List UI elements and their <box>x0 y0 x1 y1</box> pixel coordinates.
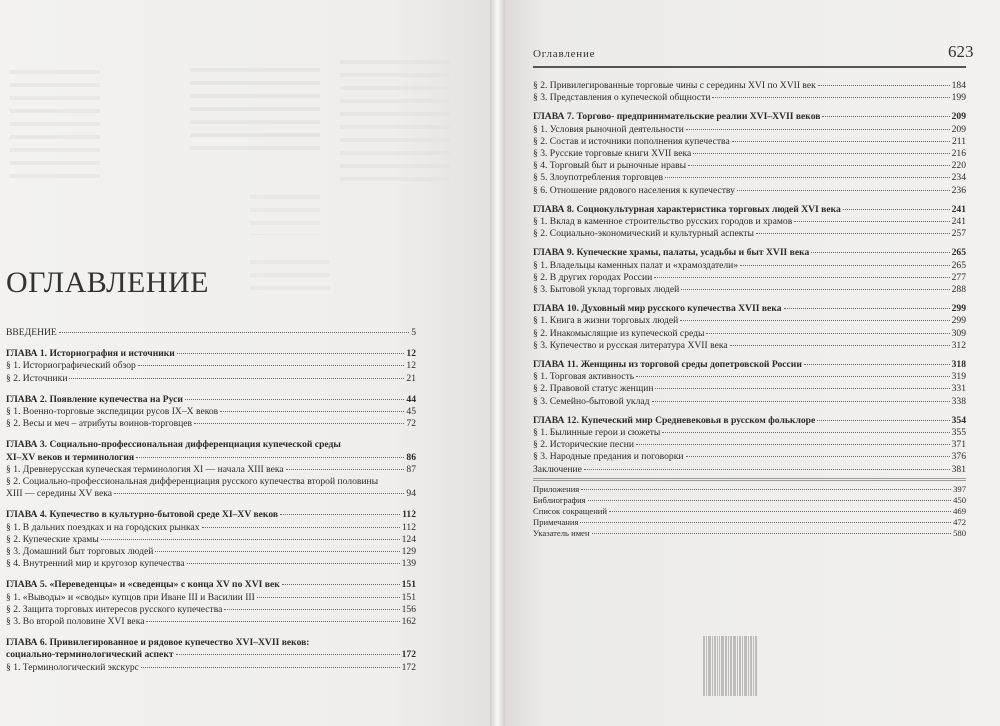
toc-spacer <box>6 628 416 637</box>
toc-entry <box>533 172 966 184</box>
toc-entry <box>533 439 966 451</box>
toc-entry-title: § 1. Владельцы каменных палат и «храмоздатели» <box>533 259 739 271</box>
toc-entry-title: § 3. Русские торговые книги XVII века <box>533 148 692 160</box>
toc-leader-dots <box>662 432 949 433</box>
barcode-show-through <box>703 636 767 696</box>
toc-spacer <box>6 500 416 509</box>
toc-entry-page: 354 <box>951 414 966 426</box>
toc-entry-page: 469 <box>953 505 966 516</box>
toc-entry <box>533 80 966 92</box>
toc-entry <box>6 373 416 385</box>
toc-entry-page: 376 <box>951 451 966 463</box>
toc-chapter-line: ГЛАВА 3. Социально-профессиональная дифференциация купеческой среды <box>6 439 341 451</box>
toc-leader-dots <box>286 469 405 470</box>
header-rule <box>533 66 966 68</box>
toc-entry-title: XI–XV веков и терминология <box>6 451 135 463</box>
toc-entry-title: § 2. Защита торговых интересов русского купечества <box>6 603 223 615</box>
toc-entry-page: 309 <box>951 327 966 339</box>
toc-entry-page: 299 <box>951 315 966 327</box>
toc-entry-title: § 1. Терминологический экскурс <box>6 661 139 673</box>
toc-entry-page: 241 <box>951 216 966 228</box>
toc-spacer <box>6 339 416 348</box>
toc-chapter <box>533 204 966 216</box>
toc-entry-title: § 3. Бытовой уклад торговых людей <box>533 284 680 296</box>
toc-entry-title: ГЛАВА 2. Появление купечества на Руси <box>6 393 183 405</box>
toc-entry-title: § 1. «Выводы» и «своды» купцов при Иване III и Василии III <box>6 591 255 603</box>
toc-entry-page: 312 <box>951 339 966 351</box>
toc-entry-title: § 1. Древнерусская купеческая терминология XI — начала XIII века <box>6 463 284 475</box>
toc-entry <box>6 327 416 339</box>
toc-spacer <box>533 240 966 247</box>
toc-chapter <box>6 348 416 360</box>
toc-leader-dots <box>706 333 949 334</box>
toc-chapter <box>6 394 416 406</box>
toc-entry-title: ГЛАВА 1. Историография и источники <box>6 348 175 360</box>
toc-entry-title: § 2. В других городах России <box>533 271 653 283</box>
toc-entry <box>533 228 966 240</box>
toc-leader-dots <box>282 584 400 585</box>
toc-entry-page: 236 <box>951 184 966 196</box>
toc-entry-title: § 1. В дальних поездках и на городских рынках <box>6 521 200 533</box>
toc-leader-dots <box>141 667 400 668</box>
toc-entry <box>6 488 416 500</box>
toc-appendix <box>533 484 966 539</box>
toc-leader-dots <box>257 597 400 598</box>
toc-entry <box>6 592 416 604</box>
toc-entry-page: 338 <box>951 395 966 407</box>
toc-entry-line: § 2. Социально-профессиональная дифференциация русского купечества второй половины <box>6 476 379 488</box>
toc-leader-dots <box>588 500 951 501</box>
toc-entry-title: § 1. Вклад в каменное строительство русских городов и храмов <box>533 216 793 228</box>
toc-entry-page: 355 <box>951 427 966 439</box>
toc-entry-page: 162 <box>401 616 416 628</box>
toc-spacer <box>533 352 966 359</box>
toc-entry-title: Примечания <box>533 516 579 527</box>
toc-leader-dots <box>592 533 952 534</box>
toc-entry-title: § 1. Торговая активность <box>533 371 635 383</box>
toc-entry-page: 319 <box>951 371 966 383</box>
toc-entry-title: ВВЕДЕНИЕ <box>6 327 57 338</box>
toc-leader-dots <box>652 401 950 402</box>
toc-leader-dots <box>794 221 949 222</box>
toc-entry-title: ГЛАВА 5. «Переведенцы» и «сведенцы» с конца XV по XVI век <box>6 579 280 591</box>
toc-spacer <box>533 408 966 415</box>
toc-entry-page: 156 <box>401 603 416 615</box>
toc-entry <box>533 315 966 327</box>
toc-leader-dots <box>202 527 400 528</box>
toc-entry <box>533 340 966 352</box>
toc-chapter <box>6 452 416 464</box>
toc-entry <box>533 383 966 395</box>
toc-entry-title: § 1. Условия рыночной деятельности <box>533 123 684 135</box>
toc-entry <box>6 534 416 546</box>
toc-entry <box>6 360 416 372</box>
toc-entry <box>533 528 966 539</box>
toc-leader-dots <box>686 456 950 457</box>
toc-entry <box>533 328 966 340</box>
toc-entry-page: 209 <box>951 123 966 135</box>
toc-entry-page: 184 <box>951 80 966 91</box>
toc-leader-dots <box>818 85 950 86</box>
toc-leader-dots <box>636 376 949 377</box>
toc-entry-title: § 2. Весы и меч – атрибуты воинов-торговцев <box>6 418 193 430</box>
toc-entry <box>533 160 966 172</box>
toc-entry-page: 112 <box>401 521 416 533</box>
toc-entry-page: 265 <box>951 247 966 259</box>
toc-leader-dots <box>581 489 951 490</box>
toc-title: ОГЛАВЛЕНИЕ <box>6 266 209 299</box>
toc-entry-title: ГЛАВА 8. Социокультурная характеристика торговых людей XVI века <box>533 203 841 215</box>
toc-leader-dots <box>665 177 950 178</box>
toc-leader-dots <box>737 190 950 191</box>
show-through-block <box>190 68 320 158</box>
toc-entry-page: 151 <box>401 591 416 603</box>
toc-entry-page: 241 <box>951 203 966 215</box>
toc-entry-title: § 2. Инакомыслящие из купеческой среды <box>533 327 705 339</box>
toc-entry-title: § 4. Торговый быт и рыночные нравы <box>533 160 687 172</box>
toc-entry-title: § 1. Былинные герои и сюжеты <box>533 427 661 439</box>
toc-leader-dots <box>59 332 409 333</box>
toc-leader-dots <box>740 265 949 266</box>
toc-entry <box>533 185 966 197</box>
toc-entry <box>533 272 966 284</box>
toc-entry-page: 172 <box>401 661 416 673</box>
toc-leader-dots <box>686 129 950 130</box>
toc-entry <box>533 260 966 272</box>
toc-entry-page: 12 <box>406 348 416 360</box>
toc-entry-title: § 2. Социально-экономический и культурный аспекты <box>533 228 754 240</box>
toc-entry-title: § 2. Купеческие храмы <box>6 533 99 545</box>
toc-entry-page: 44 <box>406 393 416 405</box>
toc-entry-page: 288 <box>951 284 966 296</box>
toc-leader-dots <box>138 365 405 366</box>
toc-entry-title: § 1. Историографический обзор <box>6 360 136 372</box>
toc-entry-page: 112 <box>402 509 416 521</box>
toc-entry <box>533 136 966 148</box>
toc-entry <box>533 484 966 495</box>
toc-leader-dots <box>712 97 949 98</box>
toc-entry-page: 371 <box>951 439 966 451</box>
double-rule <box>533 478 966 481</box>
toc-leader-dots <box>817 420 949 421</box>
toc-entry-title: § 3. Народные предания и поговорки <box>533 451 684 463</box>
toc-entry-page: 86 <box>406 451 416 463</box>
toc-entry-title: § 3. Купечество и русская литература XVII века <box>533 339 728 351</box>
toc-leader-dots <box>609 511 951 512</box>
toc-entry <box>6 464 416 476</box>
toc-chapter <box>533 247 966 259</box>
toc-entry-title: § 2. Источники <box>6 372 68 384</box>
toc-spacer <box>6 570 416 579</box>
toc-entry-page: 199 <box>951 92 966 104</box>
toc-leader-dots <box>580 522 951 523</box>
toc-leader-dots <box>185 399 405 400</box>
toc-entry <box>6 558 416 570</box>
toc-entry-title: Приложения <box>533 483 580 494</box>
toc-entry-page: 216 <box>951 148 966 160</box>
toc-entry-title: § 4. Внутренний мир и кругозор купечества <box>6 558 185 570</box>
toc-entry-page: 331 <box>951 383 966 395</box>
right-page <box>505 0 1000 726</box>
show-through-block <box>10 70 100 180</box>
toc-entry-page: 151 <box>401 579 416 591</box>
toc-entry-title: § 2. Исторические песни <box>533 439 634 451</box>
toc-left <box>6 327 416 674</box>
toc-entry-title: § 2. Привилегированные торговые чины с середины XVI по XVII век <box>533 80 816 91</box>
toc-entry-title: § 3. Представления о купеческой общности <box>533 92 711 104</box>
toc-entry <box>533 92 966 104</box>
toc-entry-title: § 1. Книга в жизни торговых людей <box>533 315 679 327</box>
toc-spacer <box>533 296 966 303</box>
toc-spacer <box>6 385 416 394</box>
toc-entry-page: 318 <box>951 359 966 371</box>
toc-leader-dots <box>654 277 949 278</box>
toc-entry <box>533 464 966 476</box>
toc-chapter <box>533 359 966 371</box>
show-through-block <box>250 260 330 290</box>
toc-entry-page: 450 <box>953 494 966 505</box>
toc-entry <box>6 546 416 558</box>
toc-entry-page: 124 <box>401 533 416 545</box>
toc-entry <box>6 662 416 674</box>
left-page <box>0 0 490 726</box>
toc-entry <box>533 124 966 136</box>
toc-entry-title: § 2. Правовой статус женщин <box>533 383 654 395</box>
toc-leader-dots <box>584 469 950 470</box>
toc-entry <box>533 495 966 506</box>
toc-chapter <box>6 649 416 661</box>
toc-chapter <box>6 579 416 591</box>
toc-leader-dots <box>69 378 404 379</box>
toc-entry <box>533 517 966 528</box>
toc-leader-dots <box>187 563 400 564</box>
toc-entry <box>6 522 416 534</box>
toc-entry-page: 172 <box>401 649 416 661</box>
toc-entry <box>6 604 416 616</box>
toc-leader-dots <box>155 551 399 552</box>
toc-leader-dots <box>804 364 950 365</box>
toc-entry-page: 129 <box>401 546 416 558</box>
toc-chapter <box>533 415 966 427</box>
toc-leader-dots <box>681 289 949 290</box>
toc-spacer <box>533 197 966 204</box>
toc-leader-dots <box>756 233 950 234</box>
toc-leader-dots <box>280 514 400 515</box>
toc-entry-title: § 3. Во второй половине XVI века <box>6 616 145 628</box>
toc-leader-dots <box>220 411 404 412</box>
toc-leader-dots <box>136 457 404 458</box>
toc-leader-dots <box>688 165 949 166</box>
toc-entry-title: XIII — середины XV века <box>6 488 113 500</box>
toc-entry-page: 12 <box>406 360 416 372</box>
toc-entry-page: 472 <box>953 516 966 527</box>
toc-entry <box>533 451 966 463</box>
running-head: Оглавление <box>533 48 596 60</box>
toc-entry-page: 211 <box>951 135 966 147</box>
toc-entry-page: 299 <box>951 303 966 315</box>
toc-entry <box>533 148 966 160</box>
book-gutter <box>490 0 505 726</box>
toc-entry <box>533 506 966 517</box>
toc-leader-dots <box>732 141 950 142</box>
toc-entry-page: 21 <box>406 372 416 384</box>
toc-entry-title: § 3. Семейно-бытовой уклад <box>533 395 650 407</box>
toc-entry-title: ГЛАВА 4. Купечество в культурно-бытовой среде XI–XV веков <box>6 509 279 521</box>
toc-entry-page: 45 <box>406 406 416 418</box>
toc-entry-page: 234 <box>951 172 966 184</box>
toc-leader-dots <box>146 621 399 622</box>
toc-entry-page: 72 <box>406 418 416 430</box>
toc-leader-dots <box>680 320 949 321</box>
toc-leader-dots <box>176 654 400 655</box>
toc-entry-page: 277 <box>951 271 966 283</box>
toc-entry-page: 397 <box>953 483 966 494</box>
toc-entry-title: Список сокращений <box>533 505 607 516</box>
toc-leader-dots <box>693 153 949 154</box>
show-through-block <box>250 195 320 235</box>
toc-leader-dots <box>822 116 949 117</box>
toc-entry <box>533 284 966 296</box>
toc-entry-page: 381 <box>951 463 966 475</box>
toc-spacer <box>533 104 966 111</box>
toc-entry-title: § 3. Домашний быт торговых людей <box>6 546 154 558</box>
toc-chapter <box>533 303 966 315</box>
toc-leader-dots <box>655 388 949 389</box>
toc-leader-dots <box>843 209 950 210</box>
toc-entry-page: 209 <box>951 111 966 123</box>
toc-entry-title: ГЛАВА 12. Купеческий мир Средневековья в русском фольклоре <box>533 414 816 426</box>
toc-entry-page: 220 <box>951 160 966 172</box>
toc-chapter-line: ГЛАВА 6. Привилегированное и рядовое купечество XVI–XVII веков: <box>6 637 310 649</box>
toc-entry <box>533 396 966 408</box>
toc-entry-title: ГЛАВА 10. Духовный мир русского купечества XVII века <box>533 303 782 315</box>
toc-chapter <box>533 111 966 123</box>
toc-entry <box>533 427 966 439</box>
toc-spacer <box>6 430 416 439</box>
toc-leader-dots <box>636 444 950 445</box>
toc-entry-title: ГЛАВА 11. Женщины из торговой среды допетровской России <box>533 359 802 371</box>
toc-entry-title: § 1. Военно-торговые экспедиции русов IX–X веков <box>6 406 219 418</box>
toc-leader-dots <box>811 252 949 253</box>
toc-leader-dots <box>730 345 950 346</box>
toc-entry-page: 5 <box>411 327 416 338</box>
toc-entry <box>6 418 416 430</box>
toc-entry-title: § 5. Злоупотребления торговцев <box>533 172 664 184</box>
toc-entry-page: 580 <box>953 527 966 538</box>
show-through-block <box>340 60 450 190</box>
toc-leader-dots <box>114 493 404 494</box>
toc-chapter <box>6 509 416 521</box>
toc-right <box>533 80 966 539</box>
toc-entry-page: 139 <box>401 558 416 570</box>
toc-entry-title: ГЛАВА 9. Купеческие храмы, палаты, усадьбы и быт XVII века <box>533 247 810 259</box>
toc-entry-page: 265 <box>951 259 966 271</box>
toc-entry-title: Библиография <box>533 494 586 505</box>
toc-entry <box>533 371 966 383</box>
toc-leader-dots <box>177 353 405 354</box>
toc-entry-page: 87 <box>406 463 416 475</box>
toc-entry-page: 257 <box>951 228 966 240</box>
toc-entry-title: Заключение <box>533 463 582 475</box>
toc-leader-dots <box>194 423 404 424</box>
toc-entry-page: 94 <box>406 488 416 500</box>
toc-entry <box>533 216 966 228</box>
toc-leader-dots <box>784 308 950 309</box>
toc-entry <box>6 616 416 628</box>
toc-leader-dots <box>101 539 400 540</box>
toc-entry-title: § 2. Состав и источники пополнения купечества <box>533 135 730 147</box>
toc-entry-title: Указатель имен <box>533 527 590 538</box>
toc-entry-title: § 6. Отношение рядового населения к купечеству <box>533 184 735 196</box>
toc-entry-title: социально-терминологический аспект <box>6 649 174 661</box>
toc-leader-dots <box>224 609 399 610</box>
toc-entry-title: ГЛАВА 7. Торгово- предпринимательские реалии XVI–XVII веков <box>533 111 821 123</box>
page-number: 623 <box>948 42 974 61</box>
toc-entry <box>6 406 416 418</box>
